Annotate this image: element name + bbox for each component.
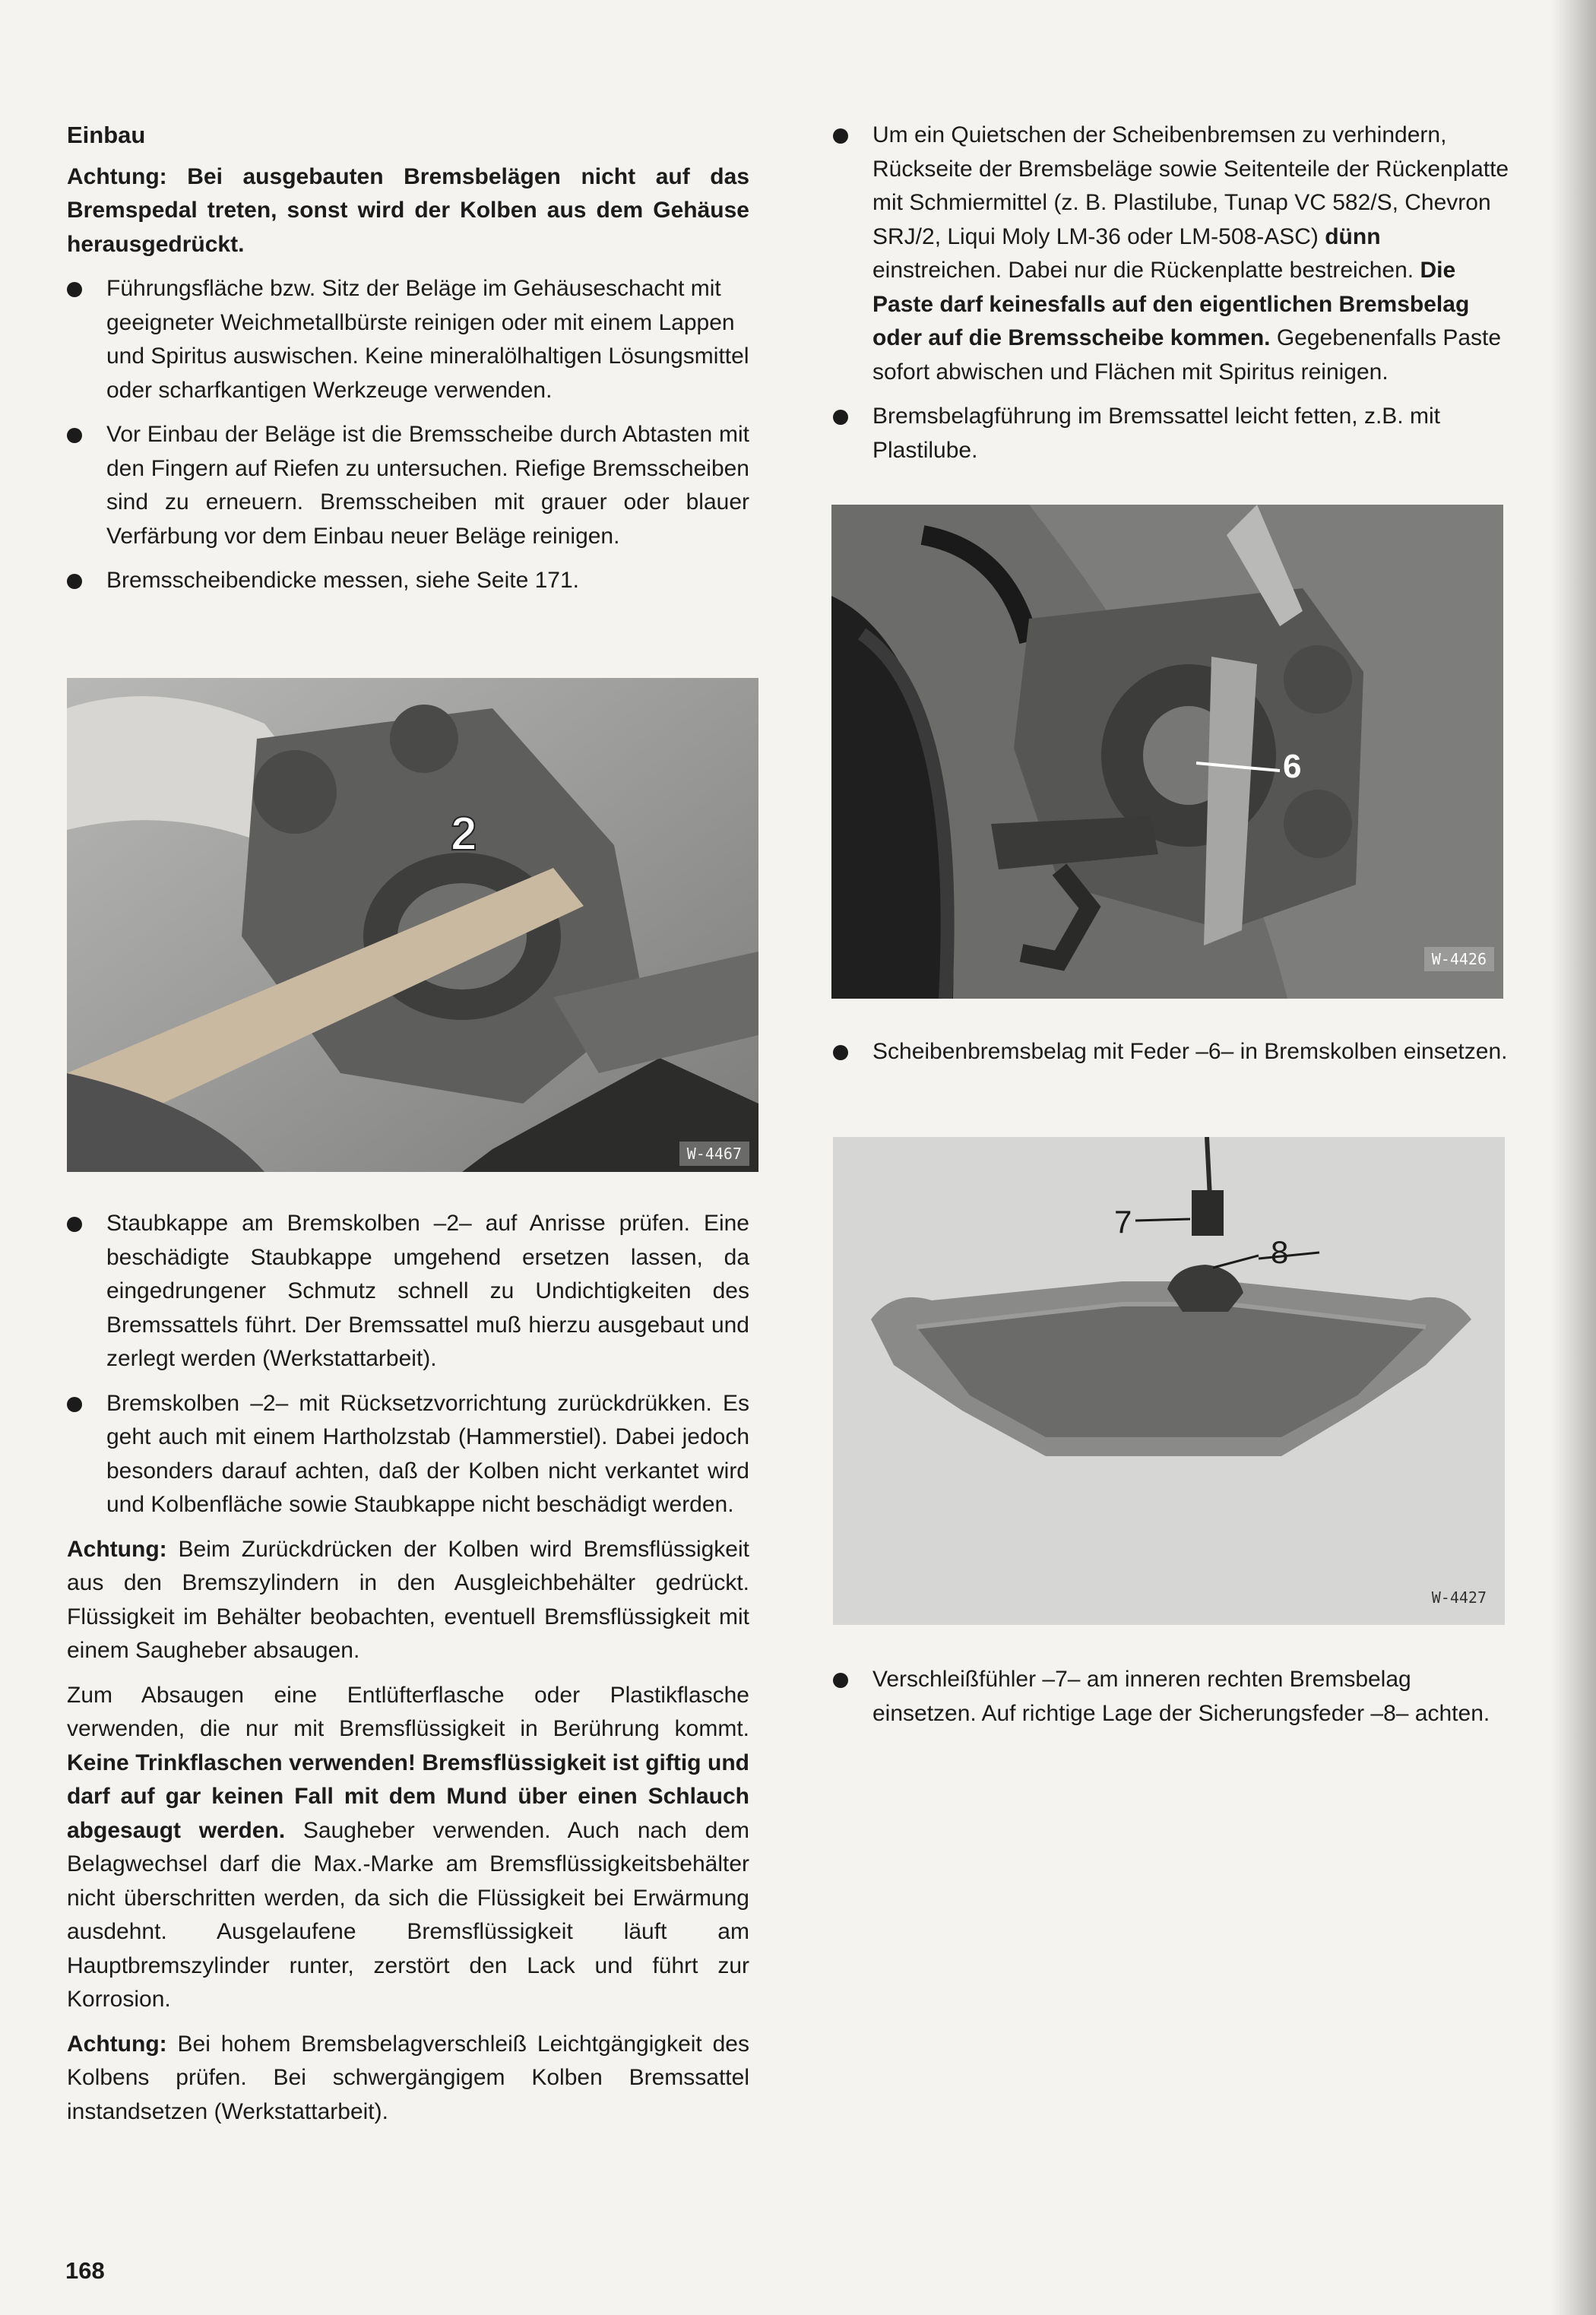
bullet-icon bbox=[833, 1673, 848, 1688]
list-item-bold: Die Paste darf keinesfalls auf den eigentlichen Bremsbelag oder auf die Bremsscheibe kommen. bbox=[872, 258, 1470, 350]
list-item-bold: dünn bbox=[1325, 223, 1381, 249]
list-item-text: Gegebenenfalls Paste sofort abwischen und Flächen mit Spiritus reinigen. bbox=[872, 325, 1502, 385]
list-item-text: Führungsfläche bzw. Sitz der Beläge im Gehäuseschacht mit geeigneter Weichmetallbürste reinigen oder mit einem Lappen und Spiritus auswischen. Keine mineralölhaltigen Lösungsmittel oder scharfkantigen Werkzeuge verwenden. bbox=[106, 276, 749, 403]
note-text: Bei hohem Bremsbelagverschleiß Leichtgängigkeit des Kolbens prüfen. Bei schwergängigem Kolben Bremssattel instandsetzen (Werkstattarbeit). bbox=[67, 2031, 749, 2124]
bullet-icon bbox=[67, 282, 82, 297]
paragraph-bold-text: Keine Trinkflaschen verwenden! Bremsflüssigkeit ist giftig und darf auf gar keinen Fall mit dem Mund über einen Schlauch abgesaugt werden. bbox=[67, 1750, 749, 1843]
caliper-illustration bbox=[67, 678, 758, 1172]
list-item bbox=[67, 418, 749, 553]
callout-6: 6 bbox=[1283, 748, 1302, 785]
list-item-text: Um ein Quietschen der Scheibenbremsen zu verhindern, Rückseite der Bremsbeläge sowie Seitenteile der Rückenplatte mit Schmiermittel (z. B. Plastilube, Tunap VC 582/S, Chevron SRJ/2, Liqui Moly LM-36 oder LM-508-ASC) bbox=[872, 122, 1509, 249]
section-heading: Einbau bbox=[67, 122, 146, 148]
bullet-icon bbox=[67, 428, 82, 443]
note-paragraph bbox=[67, 1533, 749, 1668]
paragraph-text: Zum Absaugen eine Entlüfterflasche oder Plastikflasche verwenden, die nur mit Bremsflüssigkeit in Berührung kommt. bbox=[67, 1682, 749, 1741]
left-column-top bbox=[67, 119, 749, 609]
right-column-top bbox=[833, 119, 1515, 478]
photo-caliper-mounted bbox=[831, 505, 1503, 999]
list-item bbox=[67, 272, 749, 407]
paragraph-text: Saugheber verwenden. Auch nach dem Belagwechsel darf die Max.-Marke am Bremsflüssigkeitsbehälter nicht überschritten werden, da sich die Flüssigkeit bei Erwärmung ausdehnt. Ausgelaufene Bremsflüssigkeit läuft am Hauptbremszylinder runter, zerstört den Lack und führt zur Korrosion. bbox=[67, 1817, 749, 2012]
book-spine-shadow bbox=[1550, 0, 1596, 2315]
list-item-text: Verschleißfühler –7– am inneren rechten Bremsbelag einsetzen. Auf richtige Lage der Sicherungsfeder –8– achten. bbox=[872, 1667, 1490, 1726]
bullet-icon bbox=[67, 574, 82, 589]
list-item bbox=[833, 400, 1515, 467]
figure-code: W-4467 bbox=[679, 1142, 749, 1166]
left-column-bottom bbox=[67, 1207, 749, 2139]
figure-code: W-4426 bbox=[1424, 947, 1494, 971]
body-paragraph bbox=[67, 1679, 749, 2017]
list-item-text: einstreichen. Dabei nur die Rückenplatte bestreichen. bbox=[872, 258, 1420, 283]
list-item-text: Bremsscheibendicke messen, siehe Seite 171. bbox=[106, 568, 580, 593]
list-item-text: Vor Einbau der Beläge ist die Bremsscheibe durch Abtasten mit den Fingern auf Riefen zu untersuchen. Riefige Bremsscheiben sind zu erneuern. Bremsscheiben mit grauer oder blauer Verfärbung vor dem Einbau neuer Beläge reinigen. bbox=[106, 422, 749, 549]
mounted-caliper-illustration bbox=[831, 505, 1503, 999]
list-item bbox=[67, 564, 749, 598]
list-item bbox=[67, 1387, 749, 1522]
note-label: Achtung: bbox=[67, 2031, 167, 2057]
bullet-icon bbox=[67, 1397, 82, 1412]
bullet-icon bbox=[833, 410, 848, 425]
list-item bbox=[833, 1035, 1515, 1069]
bullet-icon bbox=[833, 1045, 848, 1060]
bullet-icon bbox=[833, 128, 848, 144]
list-item-text: Staubkappe am Bremskolben –2– auf Anrisse prüfen. Eine beschädigte Staubkappe umgehend ersetzen lassen, da eingedrungener Schmutz schnell zu Undichtigkeiten des Bremssattels führt. Der Bremssattel muß hierzu ausgebaut und zerlegt werden (Werkstattarbeit). bbox=[106, 1211, 749, 1371]
callout-8: 8 bbox=[1271, 1234, 1289, 1270]
photo-brake-pad bbox=[833, 1137, 1505, 1625]
photo-caliper-piston bbox=[67, 678, 758, 1172]
callout-2: 2 bbox=[451, 808, 477, 860]
brake-pad-illustration bbox=[833, 1137, 1505, 1625]
list-item-text: Bremsbelagführung im Bremssattel leicht fetten, z.B. mit Plastilube. bbox=[872, 404, 1440, 463]
note-paragraph bbox=[67, 2028, 749, 2130]
figure-code: W-4427 bbox=[1431, 1588, 1487, 1607]
list-item bbox=[67, 1207, 749, 1376]
note-label: Achtung: bbox=[67, 1536, 167, 1562]
bullet-icon bbox=[67, 1217, 82, 1232]
list-item-text: Scheibenbremsbelag mit Feder –6– in Bremskolben einsetzen. bbox=[872, 1039, 1508, 1064]
list-item bbox=[833, 1663, 1515, 1731]
callout-7: 7 bbox=[1114, 1204, 1132, 1240]
warning-text: Achtung: Bei ausgebauten Bremsbelägen nicht auf das Bremspedal treten, sonst wird der Kolben aus dem Gehäuse herausgedrückt. bbox=[67, 163, 749, 257]
page-number: 168 bbox=[65, 2257, 105, 2284]
list-item bbox=[833, 119, 1515, 389]
right-column-mid bbox=[833, 1035, 1515, 1080]
note-text: Beim Zurückdrücken der Kolben wird Bremsflüssigkeit aus den Bremszylindern in den Ausgleichbehälter gedrückt. Flüssigkeit im Behälter beobachten, eventuell Bremsflüssigkeit mit einem Saugheber absaugen. bbox=[67, 1536, 749, 1663]
list-item-text: Bremskolben –2– mit Rücksetzvorrichtung zurückdrükken. Es geht auch mit einem Hartholzstab (Hammerstiel). Dabei jedoch besonders darauf achten, daß der Kolben nicht verkantet wird und Kolbenfläche sowie Staubkappe nicht beschädigt werden. bbox=[106, 1390, 749, 1517]
right-column-bottom bbox=[833, 1663, 1515, 1741]
